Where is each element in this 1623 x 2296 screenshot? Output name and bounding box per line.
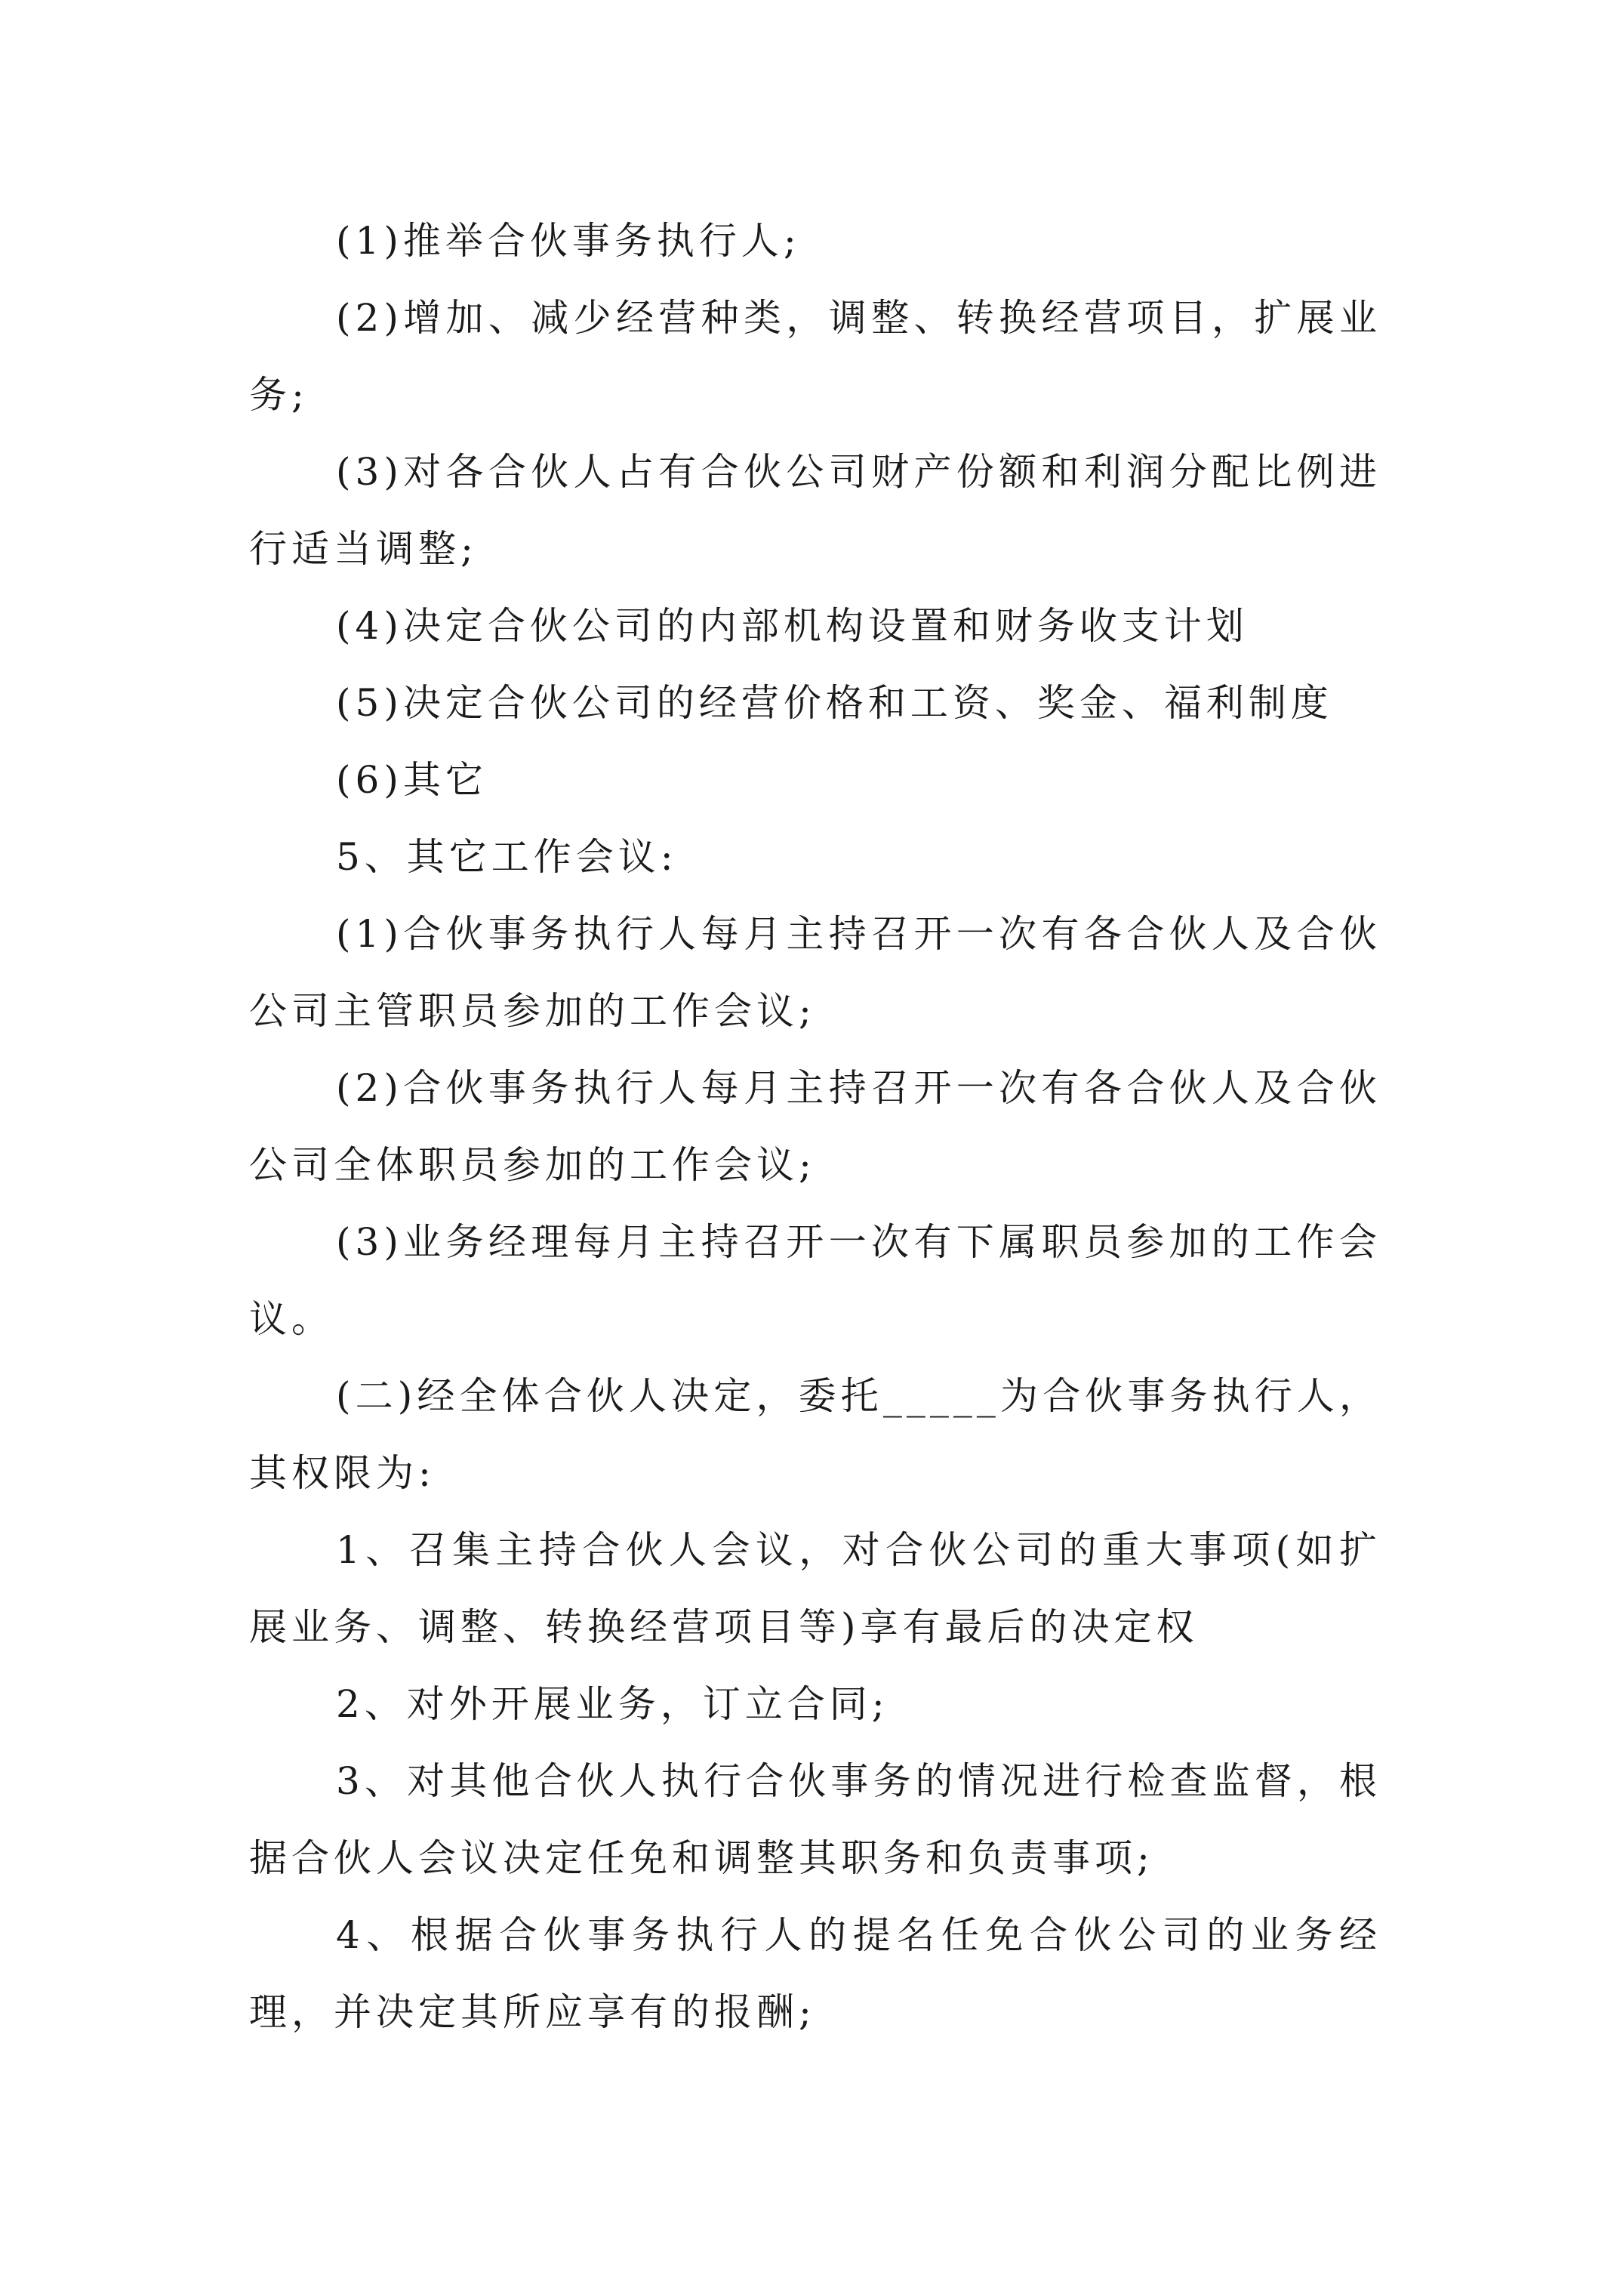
- paragraph-2: (2)增加、减少经营种类，调整、转换经营项目，扩展业务;: [249, 296, 1381, 417]
- paragraph-1: (1)推举合伙事务执行人;: [336, 219, 801, 263]
- paragraph-3: (3)对各合伙人占有合伙公司财产份额和利润分配比例进行适当调整;: [249, 450, 1381, 571]
- paragraph-14: 3、对其他合伙人执行合伙事务的情况进行检查监督，根据合伙人会议决定任免和调整其职务和负责事项;: [249, 1759, 1381, 1880]
- paragraph-4: (4)决定合伙公司的内部机构设置和财务收支计划: [336, 604, 1249, 648]
- paragraph-15: 4、根据合伙事务执行人的提名任免合伙公司的业务经理，并决定其所应享有的报酬;: [249, 1913, 1381, 2034]
- paragraph-5: (5)决定合伙公司的经营价格和工资、奖金、福利制度: [336, 681, 1333, 725]
- paragraph-8: (1)合伙事务执行人每月主持召开一次有各合伙人及合伙公司主管职员参加的工作会议;: [249, 912, 1381, 1033]
- paragraph-12: 1、召集主持合伙人会议，对合伙公司的重大事项(如扩展业务、调整、转换经营项目等)享有最后的决定权: [249, 1528, 1381, 1649]
- paragraph-11: (二)经全体合伙人决定，委托_____为合伙事务执行人，其权限为:: [249, 1374, 1381, 1495]
- paragraph-7: 5、其它工作会议:: [336, 835, 678, 879]
- paragraph-9: (2)合伙事务执行人每月主持召开一次有各合伙人及合伙公司全体职员参加的工作会议;: [249, 1066, 1381, 1187]
- paragraph-6: (6)其它: [336, 758, 488, 802]
- paragraph-13: 2、对外开展业务，订立合同;: [336, 1682, 889, 1726]
- document-body: [249, 202, 1381, 2051]
- paragraph-10: (3)业务经理每月主持召开一次有下属职员参加的工作会议。: [249, 1220, 1381, 1341]
